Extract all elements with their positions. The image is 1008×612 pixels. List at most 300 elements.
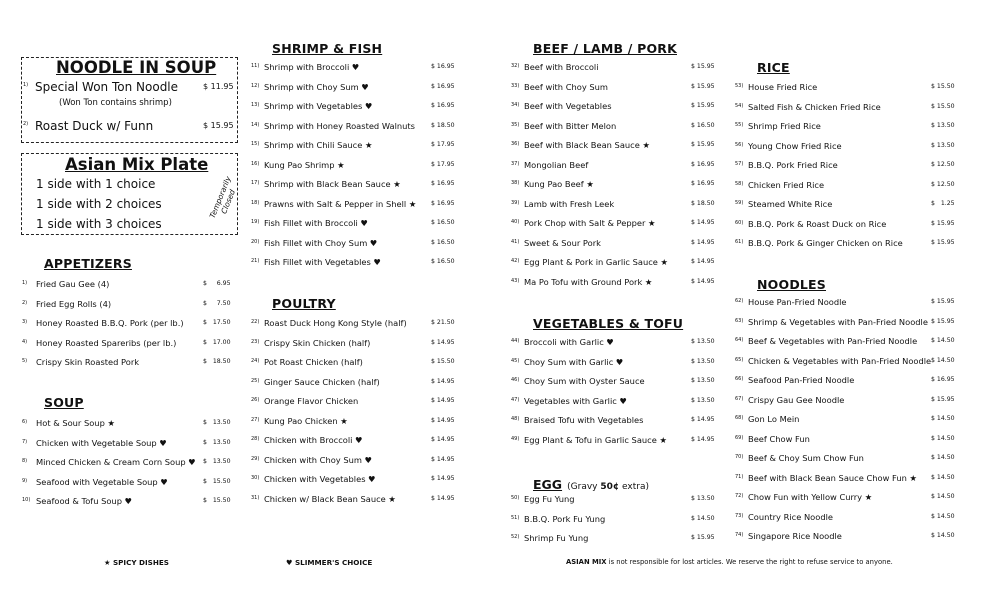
menu-item[interactable] — [251, 160, 466, 176]
item-number: 64) — [735, 337, 744, 343]
item-number: 1) — [22, 280, 28, 286]
item-name: Chicken with Vegetables ♥ — [264, 474, 376, 484]
beef-lamb-pork-heading: BEEF / LAMB / PORK — [533, 41, 677, 56]
item-price: $ 14.50 — [931, 532, 955, 539]
item-price: $ 17.95 — [431, 141, 455, 148]
item-name: Seafood with Vegetable Soup ♥ — [36, 476, 168, 487]
item-number: 65) — [735, 356, 744, 363]
menu-item[interactable] — [511, 533, 721, 549]
item-name: House Fried Rice — [748, 82, 818, 92]
item-price: $ 14.50 — [931, 337, 955, 344]
item-name: Kung Pao Shrimp ★ — [264, 159, 345, 170]
menu-item[interactable] — [735, 336, 959, 352]
menu-item[interactable] — [251, 494, 466, 510]
item-number: 2) — [22, 299, 28, 306]
item-number: 4) — [22, 338, 28, 345]
menu-item[interactable] — [511, 396, 721, 412]
item-name: Crispy Skin Chicken (half) — [264, 337, 371, 348]
item-price: $ 14.95 — [431, 416, 455, 424]
menu-item[interactable] — [251, 318, 466, 334]
item-number: 14) — [251, 121, 260, 128]
item-price: $ 16.95 — [431, 102, 455, 109]
item-number: 38) — [511, 180, 520, 186]
item-name: Fried Gau Gee (4) — [36, 279, 110, 289]
item-name: Orange Flavor Chicken — [264, 396, 359, 406]
item-name: Kung Pao Beef ★ — [524, 179, 594, 189]
item-price: $ 18.50 — [691, 199, 715, 207]
menu-item[interactable] — [251, 238, 466, 254]
menu-item[interactable] — [251, 474, 466, 490]
temporarily-closed-stamp: Temporarily Closed — [207, 175, 238, 220]
poultry-heading: POULTRY — [272, 296, 336, 311]
menu-item[interactable] — [735, 219, 959, 235]
item-number: 26) — [251, 397, 260, 403]
menu-item[interactable] — [735, 121, 959, 137]
menu-item[interactable] — [735, 102, 959, 118]
item-number: 43) — [511, 277, 520, 284]
item-name: Braised Tofu with Vegetables — [524, 415, 644, 425]
item-price: $ 14.50 — [931, 415, 955, 422]
item-name: Beef with Broccoli — [524, 62, 599, 72]
item-price: $ 14.95 — [691, 416, 715, 423]
menu-item[interactable] — [511, 140, 721, 156]
item-price: $ 15.50 — [931, 102, 955, 110]
item-name: Prawns with Salt & Pepper in Shell ★ — [264, 198, 417, 209]
menu-item[interactable] — [251, 396, 466, 412]
item-name: Steamed White Rice — [748, 199, 833, 209]
item-number: 40) — [511, 219, 520, 225]
menu-item[interactable] — [22, 438, 237, 454]
item-number: 17) — [251, 180, 260, 186]
menu-item[interactable] — [735, 375, 959, 391]
gravy-note-prefix: (Gravy — [567, 482, 601, 492]
menu-item[interactable] — [735, 414, 959, 430]
item-price: $ 14.95 — [431, 338, 455, 346]
item-price: $ 14.50 — [931, 493, 955, 500]
item-number: 19) — [251, 219, 260, 225]
item-price: $ 14.50 — [931, 473, 955, 481]
item-name: Chow Fun with Yellow Curry ★ — [748, 492, 873, 502]
menu-item[interactable] — [511, 337, 721, 353]
item-number: 9) — [22, 477, 28, 484]
item-number: 12) — [251, 82, 260, 89]
menu-item[interactable] — [511, 82, 721, 98]
item-number: 56) — [735, 141, 744, 148]
item-number: 70) — [735, 454, 744, 460]
item-number: 20) — [251, 238, 260, 245]
item-price: $ 14.95 — [431, 494, 455, 502]
item-number: 27) — [251, 416, 260, 423]
menu-item[interactable] — [511, 199, 721, 215]
item-number: 42) — [511, 258, 520, 264]
item-price: $ 16.95 — [691, 180, 715, 187]
item-number: 49) — [511, 435, 520, 442]
item-name: Egg Plant & Pork in Garlic Sauce ★ — [524, 257, 668, 267]
item-name: Shrimp with Choy Sum ♥ — [264, 81, 369, 92]
gravy-note-suffix: extra) — [619, 482, 649, 492]
item-name: Minced Chicken & Cream Corn Soup ♥ — [36, 457, 196, 467]
item-price: $ 15.95 — [931, 298, 955, 305]
item-name: Shrimp Fu Yung — [524, 533, 589, 543]
item-number: 15) — [251, 141, 260, 147]
item-number: 34) — [511, 102, 520, 108]
menu-item[interactable] — [735, 395, 959, 411]
item-number: 1) — [23, 82, 29, 88]
item-name: Honey Roasted Spareribs (per lb.) — [36, 337, 177, 348]
item-price: $ 14.95 — [691, 435, 715, 443]
item-price: $ 15.50 — [431, 358, 455, 365]
item-name: Shrimp with Black Bean Sauce ★ — [264, 179, 401, 189]
menu-item[interactable] — [735, 317, 959, 333]
item-name: Salted Fish & Chicken Fried Rice — [748, 101, 881, 112]
item-number: 58) — [735, 180, 744, 187]
menu-item[interactable] — [511, 160, 721, 176]
item-number: 5) — [22, 358, 28, 365]
item-name: Choy Sum with Oyster Sauce — [524, 376, 645, 386]
menu-item[interactable] — [251, 377, 466, 393]
menu-item[interactable] — [735, 492, 959, 508]
menu-item[interactable] — [251, 257, 466, 273]
item-number: 35) — [511, 121, 520, 128]
item-number: 10) — [22, 497, 31, 503]
item-number: 32) — [511, 63, 520, 69]
item-number: 60) — [735, 219, 744, 226]
item-name: Fish Fillet with Choy Sum ♥ — [264, 237, 378, 248]
menu-item[interactable] — [511, 257, 721, 273]
menu-item[interactable] — [735, 199, 959, 215]
item-price: $ 14.95 — [691, 238, 715, 246]
item-number: 69) — [735, 434, 744, 441]
item-price: $ 13.50 — [931, 122, 955, 129]
disclaimer-brand: ASIAN MIX — [566, 558, 607, 566]
item-name: Shrimp with Vegetables ♥ — [264, 101, 373, 111]
item-name: Beef with Bitter Melon — [524, 120, 617, 131]
item-price: $ 15.50 — [203, 497, 231, 504]
item-price: $ 11.95 — [203, 82, 234, 91]
appetizers-heading: APPETIZERS — [44, 256, 132, 271]
item-name: Shrimp with Honey Roasted Walnuts — [264, 120, 415, 131]
menu-item[interactable] — [511, 218, 721, 234]
plate-option-3: 1 side with 3 choices — [36, 217, 162, 231]
item-name: Broccoli with Garlic ♥ — [524, 337, 614, 347]
item-name: Lamb with Fresh Leek — [524, 198, 615, 209]
item-price: $ 16.50 — [431, 258, 455, 265]
item-number: 8) — [22, 458, 28, 464]
item-name: Singapore Rice Noodle — [748, 531, 842, 541]
item-price: $ 15.95 — [691, 63, 715, 70]
item-price: $ 15.95 — [691, 82, 715, 90]
gravy-note-price: 50¢ — [600, 482, 620, 492]
plate-option-2: 1 side with 2 choices — [36, 197, 162, 211]
item-price: $ 13.50 — [691, 495, 715, 502]
menu-item[interactable] — [22, 299, 237, 315]
item-number: 61) — [735, 239, 744, 245]
item-price: $ 15.95 — [691, 141, 715, 148]
item-name: Chicken with Vegetable Soup ♥ — [36, 437, 167, 448]
item-name: Special Won Ton Noodle — [35, 80, 179, 94]
menu-item[interactable] — [735, 531, 959, 547]
item-number: 11) — [251, 63, 260, 69]
menu-item[interactable] — [511, 121, 721, 137]
menu-item[interactable] — [511, 357, 721, 373]
item-name: Beef Chow Fun — [748, 433, 810, 444]
item-name: Seafood & Tofu Soup ♥ — [36, 496, 133, 506]
item-name: Shrimp with Chili Sauce ★ — [264, 140, 373, 150]
item-number: 16) — [251, 160, 260, 167]
item-price: $ 13.50 — [691, 338, 715, 345]
item-price: $ 17.95 — [431, 160, 455, 168]
item-price: $ 16.95 — [431, 82, 455, 90]
menu-item[interactable] — [511, 238, 721, 254]
menu-item[interactable] — [735, 160, 959, 176]
menu-item[interactable] — [22, 279, 237, 295]
item-price: $ 13.50 — [203, 458, 231, 465]
menu-item[interactable] — [251, 121, 466, 137]
menu-item[interactable] — [511, 435, 721, 451]
item-name: Seafood Pan-Fried Noodle — [748, 375, 855, 385]
item-name: Beef with Black Bean Sauce ★ — [524, 140, 650, 150]
menu-item[interactable] — [22, 318, 237, 334]
item-name: Chicken with Choy Sum ♥ — [264, 454, 373, 465]
item-name: Sweet & Sour Pork — [524, 237, 601, 248]
menu-item[interactable] — [22, 457, 237, 473]
item-number: 25) — [251, 377, 260, 384]
item-price: $ 15.95 — [691, 534, 715, 541]
item-number: 67) — [735, 395, 744, 402]
disclaimer-text: is not responsible for lost articles. We reserve the right to refuse service to anyone. — [606, 558, 893, 566]
item-price: $ 15.95 — [691, 102, 715, 109]
item-number: 39) — [511, 199, 520, 206]
item-price: $ 14.95 — [691, 219, 715, 226]
menu-item[interactable] — [251, 218, 466, 234]
item-name: Mongolian Beef — [524, 159, 589, 170]
item-name: Beef with Vegetables — [524, 101, 612, 111]
menu-item[interactable] — [511, 376, 721, 392]
item-price: $ 14.50 — [691, 514, 715, 522]
item-name: House Pan-Fried Noodle — [748, 297, 847, 307]
item-price: $ 14.95 — [431, 455, 455, 463]
item-price: $ 14.95 — [431, 436, 455, 443]
item-price: $ 16.95 — [431, 63, 455, 70]
item-number: 29) — [251, 455, 260, 462]
item-name: Crispy Skin Roasted Pork — [36, 357, 140, 368]
menu-item[interactable] — [511, 415, 721, 431]
menu-item[interactable] — [511, 101, 721, 117]
item-price: $ 16.50 — [431, 219, 455, 226]
menu-item[interactable] — [735, 82, 959, 98]
item-number: 46) — [511, 377, 520, 383]
asian-mix-plate-title: Asian Mix Plate — [65, 155, 209, 174]
item-price: $ 18.50 — [203, 358, 231, 366]
item-name: B.B.Q. Pork Fu Yung — [524, 513, 606, 524]
item-number: 63) — [735, 317, 744, 324]
menu-item[interactable] — [251, 179, 466, 195]
menu-item[interactable] — [251, 338, 466, 354]
item-price: $ 16.95 — [931, 376, 955, 383]
item-name: Honey Roasted B.B.Q. Pork (per lb.) — [36, 318, 184, 329]
item-price: $ 13.50 — [691, 396, 715, 404]
item-number: 7) — [22, 438, 28, 445]
noodle-in-soup-title: NOODLE IN SOUP — [56, 58, 217, 77]
menu-item[interactable] — [511, 62, 721, 78]
item-name: Ma Po Tofu with Ground Pork ★ — [524, 276, 653, 287]
item-name: Country Rice Noodle — [748, 511, 834, 522]
item-number: 6) — [22, 419, 28, 425]
item-name: Beef with Choy Sum — [524, 81, 608, 92]
menu-item[interactable] — [22, 496, 237, 512]
item-price: $ 16.95 — [431, 199, 455, 207]
item-number: 66) — [735, 376, 744, 382]
item-price: $ 15.95 — [931, 239, 955, 246]
item-number: 37) — [511, 160, 520, 167]
item-price: $ 21.50 — [431, 319, 455, 326]
menu-item[interactable] — [22, 477, 237, 493]
item-price: $ 15.95 — [931, 317, 955, 325]
item-number: 31) — [251, 494, 260, 501]
item-price: $ 14.50 — [931, 434, 955, 442]
item-price: $ 13.50 — [203, 438, 231, 446]
item-number: 74) — [735, 532, 744, 538]
item-number: 30) — [251, 475, 260, 481]
item-number: 13) — [251, 102, 260, 108]
shrimp-fish-heading: SHRIMP & FISH — [272, 41, 383, 56]
item-name: Vegetables with Garlic ♥ — [524, 395, 627, 406]
menu-item-2[interactable] — [23, 119, 234, 135]
menu-item[interactable] — [735, 238, 959, 254]
item-number: 72) — [735, 493, 744, 499]
item-number: 50) — [511, 495, 520, 501]
item-price: $ 16.95 — [431, 180, 455, 187]
item-number: 54) — [735, 102, 744, 109]
menu-item[interactable] — [511, 277, 721, 293]
menu-item[interactable] — [251, 455, 466, 471]
egg-title: EGG — [533, 477, 563, 492]
item-number: 3) — [22, 319, 28, 326]
menu-item[interactable] — [511, 179, 721, 195]
menu-item[interactable] — [251, 199, 466, 215]
item-price: $ 6.95 — [203, 280, 231, 287]
menu-item[interactable] — [735, 473, 959, 489]
disclaimer — [566, 558, 893, 566]
item-number: 45) — [511, 357, 520, 364]
item-price: $ 16.95 — [691, 160, 715, 168]
item-price: $ 16.50 — [691, 121, 715, 129]
item-price: $ 13.50 — [691, 357, 715, 365]
item-name: Beef & Vegetables with Pan-Fried Noodle — [748, 336, 918, 346]
menu-item[interactable] — [22, 338, 237, 354]
menu-item[interactable] — [735, 453, 959, 469]
item-name: Beef & Choy Sum Chow Fun — [748, 453, 864, 463]
item-number: 2) — [23, 121, 29, 127]
item-price: $ 1.25 — [931, 200, 955, 207]
item-number: 47) — [511, 396, 520, 403]
item-price: $ 14.95 — [431, 377, 455, 385]
egg-heading — [533, 474, 649, 493]
item-name: Fish Fillet with Vegetables ♥ — [264, 257, 381, 267]
item-number: 68) — [735, 415, 744, 421]
menu-item[interactable] — [251, 357, 466, 373]
item-number: 23) — [251, 338, 260, 345]
menu-item[interactable] — [511, 514, 721, 530]
item-number: 33) — [511, 82, 520, 89]
plate-option-1: 1 side with 1 choice — [36, 177, 156, 191]
item-number: 52) — [511, 534, 520, 540]
item-name: Shrimp & Vegetables with Pan-Fried Noodle — [748, 316, 928, 327]
menu-item[interactable] — [251, 416, 466, 432]
rice-heading: RICE — [757, 60, 790, 75]
menu-item[interactable] — [735, 356, 959, 372]
menu-item[interactable] — [251, 140, 466, 156]
item-name: Ginger Sauce Chicken (half) — [264, 376, 380, 387]
item-price: $ 13.50 — [203, 419, 231, 426]
vegetables-tofu-heading: VEGETABLES & TOFU — [533, 316, 684, 331]
item-number: 21) — [251, 258, 260, 264]
item-price: $ 17.50 — [203, 319, 231, 327]
item-price: $ 7.50 — [203, 299, 231, 307]
item-number: 51) — [511, 514, 520, 521]
item-number: 73) — [735, 512, 744, 519]
menu-item[interactable] — [735, 141, 959, 157]
slimmer-legend: ♥ SLIMMER'S CHOICE — [286, 558, 373, 567]
item-name: B.B.Q. Pork & Roast Duck on Rice — [748, 218, 887, 229]
menu-item[interactable] — [735, 512, 959, 528]
item-price: $ 15.50 — [203, 477, 231, 485]
item-price: $ 14.95 — [691, 277, 715, 285]
menu-item[interactable] — [735, 434, 959, 450]
item-name: Chicken Fried Rice — [748, 179, 825, 190]
menu-item[interactable] — [251, 101, 466, 117]
item-name: Kung Pao Chicken ★ — [264, 415, 348, 426]
item-price: $ 15.50 — [931, 83, 955, 90]
item-name: Gon Lo Mein — [748, 414, 800, 424]
item-price: $ 14.50 — [931, 512, 955, 520]
item-name: Chicken & Vegetables with Pan-Fried Noodle — [748, 355, 932, 366]
item-price: $ 15.95 — [931, 395, 955, 403]
item-name: Choy Sum with Garlic ♥ — [524, 356, 624, 367]
item-name: Fried Egg Rolls (4) — [36, 298, 112, 309]
item-name: Egg Plant & Tofu in Garlic Sauce ★ — [524, 434, 667, 445]
item-number: 59) — [735, 200, 744, 206]
menu-item[interactable] — [735, 297, 959, 313]
spicy-legend: ★ SPICY DISHES — [104, 558, 169, 567]
item-name: Pot Roast Chicken (half) — [264, 357, 363, 367]
item-number: 53) — [735, 83, 744, 89]
item-price: $ 16.50 — [431, 238, 455, 246]
item-name: Chicken w/ Black Bean Sauce ★ — [264, 493, 396, 504]
won-ton-note: (Won Ton contains shrimp) — [59, 98, 172, 108]
item-price: $ 15.95 — [203, 121, 234, 130]
menu-item[interactable] — [22, 357, 237, 373]
noodles-heading: NOODLES — [757, 277, 826, 292]
menu-item[interactable] — [251, 62, 466, 78]
menu-item[interactable] — [251, 82, 466, 98]
menu-item[interactable] — [511, 494, 721, 510]
item-price: $ 14.50 — [931, 356, 955, 364]
item-price: $ 13.50 — [691, 377, 715, 384]
item-number: 55) — [735, 122, 744, 128]
item-name: Roast Duck Hong Kong Style (half) — [264, 318, 407, 328]
menu-item[interactable] — [251, 435, 466, 451]
menu-item[interactable] — [735, 180, 959, 196]
item-name: Roast Duck w/ Funn — [35, 119, 154, 133]
item-price: $ 12.50 — [931, 161, 955, 168]
item-price: $ 14.95 — [691, 258, 715, 265]
menu-item-1[interactable] — [23, 80, 234, 96]
item-price: $ 14.50 — [931, 454, 955, 461]
menu-item[interactable] — [22, 418, 237, 434]
item-number: 36) — [511, 141, 520, 147]
item-price: $ 15.95 — [931, 219, 955, 227]
